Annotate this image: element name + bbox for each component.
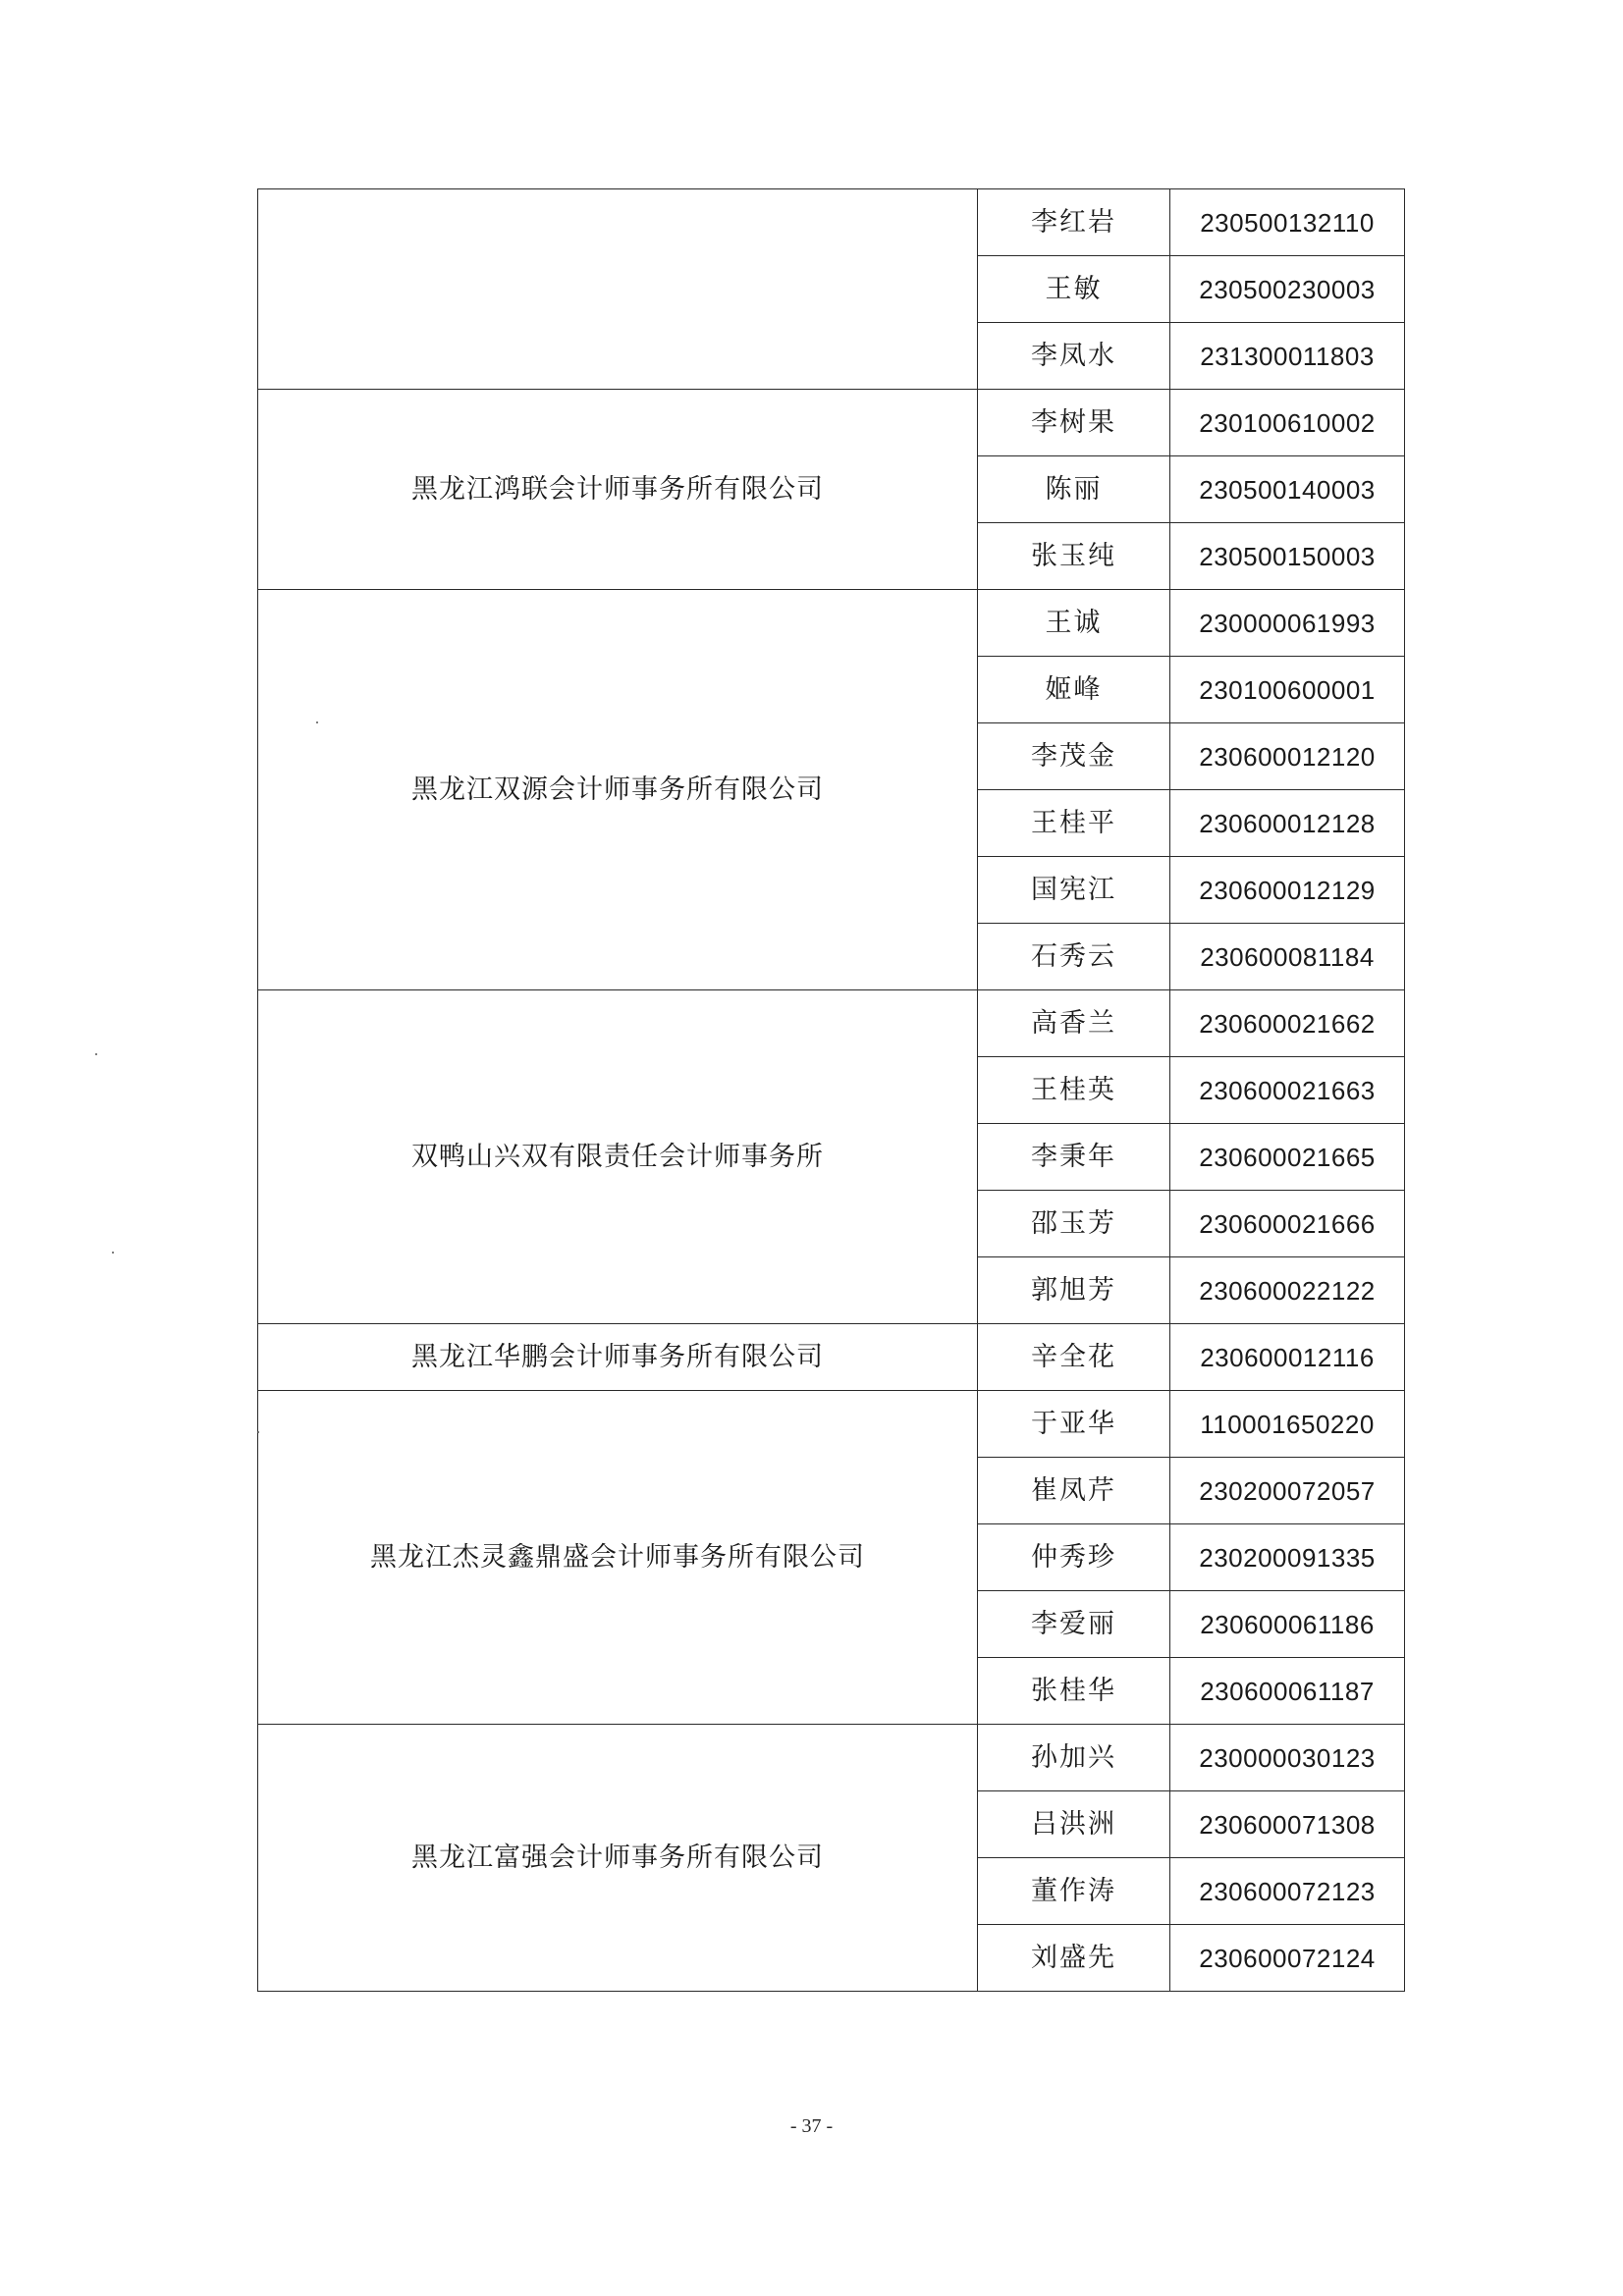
accountant-name: 李爱丽 xyxy=(978,1591,1170,1658)
certificate-number: 230600012128 xyxy=(1170,790,1405,857)
accountant-name: 陈丽 xyxy=(978,456,1170,523)
certificate-number: 230600061186 xyxy=(1170,1591,1405,1658)
certificate-number: 230600072124 xyxy=(1170,1925,1405,1992)
accountant-name: 李红岩 xyxy=(978,189,1170,256)
table-row xyxy=(258,390,1405,456)
certificate-number: 230500140003 xyxy=(1170,456,1405,523)
accountant-name: 辛全花 xyxy=(978,1324,1170,1391)
certificate-number: 230200091335 xyxy=(1170,1524,1405,1591)
certificate-number: 230600021662 xyxy=(1170,990,1405,1057)
table-row xyxy=(258,590,1405,657)
certificate-number: 230600012116 xyxy=(1170,1324,1405,1391)
accountant-name: 董作涛 xyxy=(978,1858,1170,1925)
certificate-number: 230000061993 xyxy=(1170,590,1405,657)
page-number: - 37 - xyxy=(789,2115,834,2137)
certificate-number: 230100600001 xyxy=(1170,657,1405,723)
firm-cell xyxy=(258,189,978,390)
certificate-number: 230600021663 xyxy=(1170,1057,1405,1124)
firm-cell: 黑龙江富强会计师事务所有限公司 xyxy=(258,1725,978,1992)
accountant-name: 张桂华 xyxy=(978,1658,1170,1725)
accountant-name: 仲秀珍 xyxy=(978,1524,1170,1591)
certificate-number: 230500230003 xyxy=(1170,256,1405,323)
scan-speck xyxy=(316,721,318,723)
accountant-name: 李茂金 xyxy=(978,723,1170,790)
cpa-roster-table xyxy=(257,188,1405,1992)
accountant-name: 李凤水 xyxy=(978,323,1170,390)
certificate-number: 230000030123 xyxy=(1170,1725,1405,1791)
accountant-name: 王桂英 xyxy=(978,1057,1170,1124)
accountant-name: 王诚 xyxy=(978,590,1170,657)
scan-speck xyxy=(257,1431,259,1433)
certificate-number: 230600021666 xyxy=(1170,1191,1405,1257)
accountant-name: 王桂平 xyxy=(978,790,1170,857)
certificate-number: 230600022122 xyxy=(1170,1257,1405,1324)
accountant-name: 于亚华 xyxy=(978,1391,1170,1458)
accountant-name: 国宪江 xyxy=(978,857,1170,924)
certificate-number: 230600012129 xyxy=(1170,857,1405,924)
certificate-number: 230600012120 xyxy=(1170,723,1405,790)
accountant-name: 郭旭芳 xyxy=(978,1257,1170,1324)
firm-cell: 黑龙江鸿联会计师事务所有限公司 xyxy=(258,390,978,590)
firm-cell: 黑龙江双源会计师事务所有限公司 xyxy=(258,590,978,990)
accountant-name: 姬峰 xyxy=(978,657,1170,723)
accountant-name: 王敏 xyxy=(978,256,1170,323)
table-row xyxy=(258,1324,1405,1391)
certificate-number: 230600081184 xyxy=(1170,924,1405,990)
table-row xyxy=(258,1391,1405,1458)
certificate-number: 110001650220 xyxy=(1170,1391,1405,1458)
accountant-name: 李树果 xyxy=(978,390,1170,456)
accountant-name: 吕洪洲 xyxy=(978,1791,1170,1858)
certificate-number: 230500150003 xyxy=(1170,523,1405,590)
certificate-number: 230600061187 xyxy=(1170,1658,1405,1725)
accountant-name: 石秀云 xyxy=(978,924,1170,990)
accountant-name: 刘盛先 xyxy=(978,1925,1170,1992)
firm-cell: 双鸭山兴双有限责任会计师事务所 xyxy=(258,990,978,1324)
certificate-number: 230600072123 xyxy=(1170,1858,1405,1925)
firm-cell: 黑龙江杰灵鑫鼎盛会计师事务所有限公司 xyxy=(258,1391,978,1725)
accountant-name: 高香兰 xyxy=(978,990,1170,1057)
certificate-number: 230100610002 xyxy=(1170,390,1405,456)
table-row xyxy=(258,1725,1405,1791)
certificate-number: 230600071308 xyxy=(1170,1791,1405,1858)
certificate-number: 230600021665 xyxy=(1170,1124,1405,1191)
certificate-number: 230200072057 xyxy=(1170,1458,1405,1524)
accountant-name: 李秉年 xyxy=(978,1124,1170,1191)
firm-cell: 黑龙江华鹏会计师事务所有限公司 xyxy=(258,1324,978,1391)
table-row xyxy=(258,189,1405,256)
accountant-name: 崔凤芹 xyxy=(978,1458,1170,1524)
certificate-number: 230500132110 xyxy=(1170,189,1405,256)
accountant-name: 孙加兴 xyxy=(978,1725,1170,1791)
scan-speck xyxy=(112,1252,114,1254)
certificate-number: 231300011803 xyxy=(1170,323,1405,390)
scan-speck xyxy=(95,1053,97,1055)
accountant-name: 邵玉芳 xyxy=(978,1191,1170,1257)
accountant-name: 张玉纯 xyxy=(978,523,1170,590)
table-row xyxy=(258,990,1405,1057)
roster-body xyxy=(258,189,1405,1992)
